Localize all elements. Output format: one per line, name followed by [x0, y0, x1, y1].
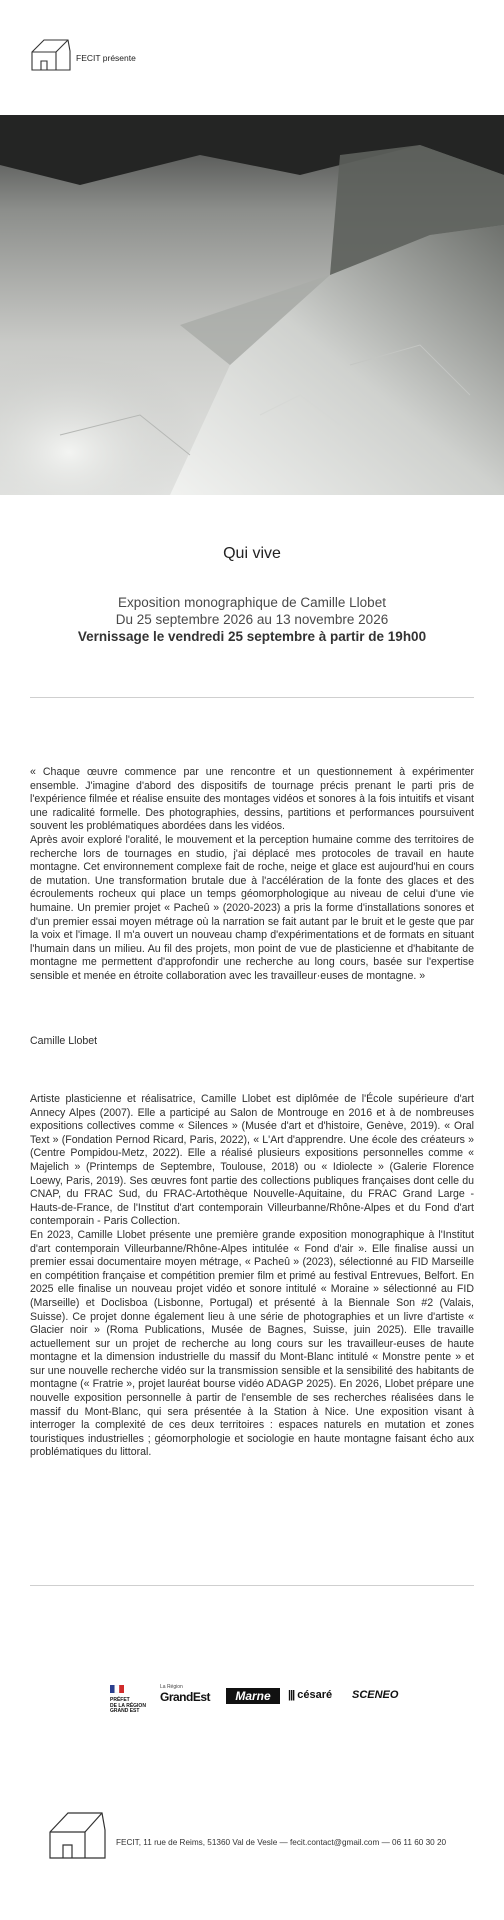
biography-paragraph: En 2023, Camille Llobet présente une première grande exposition monographique à l'Institut d'art contemporain Villeurbanne/Rhône-Alpes intitulée « Fond d'air ». Elle finalise aussi un premier essai documentaire moyen métrage, « Pacheû » (2023), sélectionné au FID Marseille en compétition française et compétition premier film et primé au festival Entrevues, Belfort. En 2025 elle finalise un nouveau projet vidéo et sonore intitulé « Moraine » sélectionné au FID (Marseille) et Doclisboa (Lisbonne, Portugal) et présenté à la Biennale Son #2 (Valais, Suisse). Ce projet donne également lieu à une série de photographies et un livre d'artiste « Glacier noir » (Roma Publications, Musée de Bagnes, Suisse, juin 2025). Elle travaille actuellement sur un projet de recherche au long cours sur les travailleur-euses de haute montagne et la dimension industrielle du massif du Mont-Blanc intitulé « Monstre pente » et sur une nouvelle recherche vidéo sur la transmission sensible et la sensibilité des habitants de montagne (« Fratrie », projet lauréat bourse vidéo ADAGP 2025). En 2026, Llobet prépare une nouvelle exposition personnelle à partir de l'ensemble de ses recherches réalisées dans le massif du Mont-Blanc, qui sera présentée à la Station à Nice. Une exposition visant à interroger la complexité de ces deux territoires : espaces naturels en mutation et zones touristiques industrielles ; géomorphologie et sociologie en haute montagne faisant écho aux problématiques du littoral. — [30, 1228, 474, 1459]
artist-statement — [30, 766, 474, 984]
divider — [30, 697, 474, 698]
exhibition-subtitle: Exposition monographique de Camille Llobet — [118, 595, 386, 610]
statement-paragraph: « Chaque œuvre commence par une rencontre et un questionnement à expérimenter ensemble. J'imagine d'abord des dispositifs de tournage précis prenant le parti pris de l'expérience filmée et réalise ensuite des montages vidéos et sonores à la fois intuitifs et visant une radicalité formelle. Des photographies, dessins, partitions et performances poursuivent souvent les problématiques abordées dans les vidéos. — [30, 766, 474, 833]
prefet-logo: PRÉFET DE LA RÉGION GRAND EST — [110, 1680, 154, 1715]
footer-address: FECIT, 11 rue de Reims, 51360 Val de Vesle — fecit.contact@gmail.com — 06 11 60 30 20 — [116, 1838, 447, 1847]
statement-signature: Camille Llobet — [30, 1035, 98, 1047]
house-outline-icon — [48, 1810, 108, 1862]
presenter-label: FECIT présente — [76, 53, 136, 63]
hero-image — [0, 115, 504, 495]
house-outline-icon — [30, 37, 72, 73]
cesare-logo: ||| césaré — [288, 1689, 333, 1701]
opening-line: Vernissage le vendredi 25 septembre à partir de 19h00 — [77, 629, 427, 644]
region-grandest-logo: La Région GrandEst — [160, 1684, 211, 1704]
exhibition-info — [0, 594, 504, 645]
statement-paragraph: Après avoir exploré l'oralité, le mouvement et la perception humaine comme des territoires de recherche lors de tournages en studio, j'ai déplacé mes protocoles de travail en haute montagne. Cet environnement complexe fait de roche, neige et glace est aujourd'hui en cours de mutation. Une transformation brutale due à l'accélération de la fonte des glaces et des écroulements rocheux qui place un temps géomorphologique au niveau de celui d'une vie humaine. Un premier projet « Pacheû » (2020-2023) a pris la forme d'installations sonores et d'un premier essai moyen métrage où la narration se fait autant par le bruit et le geste que par la voix et l'image. Il m'a ouvert un nouveau champ d'expérimentations et de formats en situant l'humain dans un milieu. Au fil des projets, mon point de vue de plasticienne et d'habitante de montagne me permettent d'approfondir une recherche au long cours, basée sur l'expertise sensible et menée en étroite collaboration avec les travailleur·euses de montagne. » — [30, 833, 474, 982]
biography — [30, 1093, 474, 1460]
marianne-icon — [110, 1685, 124, 1693]
sceneo-logo: SCENEO — [352, 1689, 399, 1701]
sponsor-logos — [0, 1680, 504, 1720]
header — [30, 37, 330, 77]
marne-logo: Marne — [226, 1688, 280, 1704]
exhibition-title: Qui vive — [223, 545, 281, 562]
footer — [48, 1810, 478, 1870]
rock-ice-photo — [0, 115, 504, 495]
biography-paragraph: Artiste plasticienne et réalisatrice, Camille Llobet est diplômée de l'École supérieure d'art Annecy Alpes (2007). Elle a participé au Salon de Montrouge en 2016 et à de nombreuses expositions collectives comme « Silences » (Musée d'art et d'histoire, Genève, 2019). « Oral Text » (Fondation Pernod Ricard, Paris, 2022), « L'Art d'apprendre. Une école des créateurs » (Centre Pompidou-Metz, 2022). Elle a réalisé plusieurs expositions personnelles comme « Majelich » (Printemps de Septembre, Toulouse, 2018) ou « Idiolecte » (Galerie Florence Loewy, Paris, 2019). Ses œuvres font partie des collections publiques françaises dont celle du CNAP, du FRAC Sud, du FRAC-Artothèque Nouvelle-Aquitaine, du FRAC Grand Large - Hauts-de-France, de l'Institut d'art contemporain Villeurbanne/Rhône-Alpes et du Fond d'art contemporain - Paris Collection. — [30, 1093, 474, 1228]
exhibition-dates: Du 25 septembre 2026 au 13 novembre 2026 — [115, 612, 389, 627]
divider — [30, 1585, 474, 1586]
